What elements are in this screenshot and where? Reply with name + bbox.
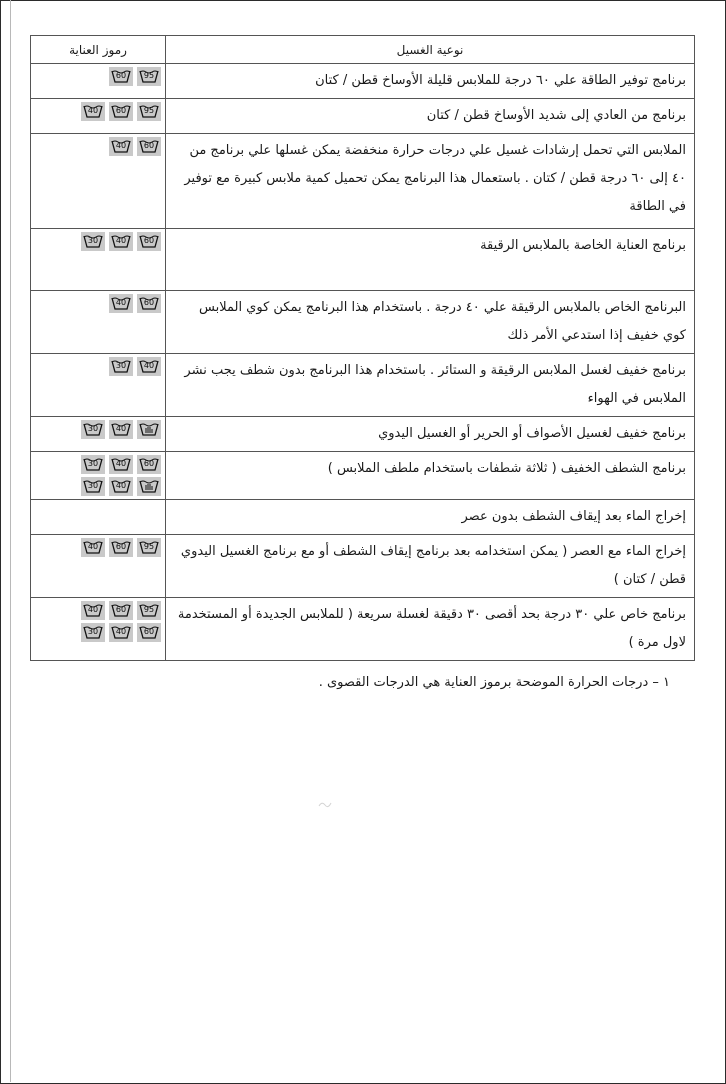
table-row <box>31 500 695 535</box>
wash-temp-95-icon <box>137 102 161 121</box>
wash-temp-30-icon <box>81 623 105 642</box>
care-symbols-cell <box>31 535 166 598</box>
wash-temp-label: 30 <box>87 481 99 490</box>
wash-temp-40-icon <box>109 477 133 496</box>
program-description: برنامج توفير الطاقة علي ٦٠ درجة للملابس قليلة الأوساخ قطن / كتان <box>166 64 695 99</box>
wash-temp-95-icon <box>137 67 161 86</box>
care-symbols-group <box>35 232 161 251</box>
table-row <box>31 229 695 291</box>
wash-temp-label: 95 <box>143 542 155 551</box>
care-symbols-cell <box>31 229 166 291</box>
wash-temp-label: 95 <box>143 605 155 614</box>
program-description: برنامج العناية الخاصة بالملابس الرقيقة <box>166 229 695 291</box>
wash-temp-40-icon <box>81 538 105 557</box>
wash-temp-60-icon <box>137 455 161 474</box>
table-row <box>31 535 695 598</box>
wash-temp-label: 30 <box>87 236 99 245</box>
care-symbols-cell <box>31 452 166 500</box>
wash-temp-40-icon <box>81 601 105 620</box>
care-symbols-group <box>35 294 161 313</box>
wash-temp-60-icon <box>137 232 161 251</box>
wash-temp-label: 40 <box>115 459 127 468</box>
care-symbols-row <box>81 538 161 557</box>
wash-temp-60-icon <box>137 137 161 156</box>
wash-temp-label: 60 <box>143 141 155 150</box>
care-symbols-row <box>81 601 161 620</box>
table-body <box>31 64 695 661</box>
program-description: إخراج الماء بعد إيقاف الشطف بدون عصر <box>166 500 695 535</box>
care-symbols-group <box>35 67 161 86</box>
table-row <box>31 417 695 452</box>
wash-temp-label: 95 <box>143 71 155 80</box>
program-description: برنامج من العادي إلى شديد الأوساخ قطن / كتان <box>166 99 695 134</box>
table-header-row <box>31 36 695 64</box>
wash-temp-label: 40 <box>115 298 127 307</box>
program-description: الملابس التي تحمل إرشادات غسيل علي درجات حرارة منخفضة يمكن غسلها علي برنامج من ٤٠ إلى ٦٠ درجة قطن / كتان . باستعمال هذا البرنامج يمكن تحميل كمية ملابس كبيرة مع توفير في الطاقة <box>166 134 695 229</box>
wash-temp-label: 60 <box>115 542 127 551</box>
wash-temp-label: 60 <box>115 605 127 614</box>
care-symbols-cell <box>31 134 166 229</box>
care-symbols-row <box>109 67 161 86</box>
wash-temp-label: 40 <box>143 361 155 370</box>
wash-temp-label: 30 <box>87 459 99 468</box>
hand-wash-icon <box>137 477 161 496</box>
wash-temp-60-icon <box>109 67 133 86</box>
wash-temp-60-icon <box>109 102 133 121</box>
care-symbols-group <box>35 137 161 156</box>
wash-temp-30-icon <box>81 232 105 251</box>
footnote: ١ – درجات الحرارة الموضحة برموز العناية هي الدرجات القصوى . <box>318 675 670 690</box>
wash-temp-40-icon <box>109 232 133 251</box>
header-washing-type: نوعية الغسيل <box>166 36 695 64</box>
table-row <box>31 99 695 134</box>
wash-temp-label: 60 <box>143 627 155 636</box>
program-description: برنامج الشطف الخفيف ( ثلاثة شطفات باستخدام ملطف الملابس ) <box>166 452 695 500</box>
care-symbols-row <box>81 477 161 496</box>
washing-programs-table <box>30 35 695 661</box>
wash-temp-60-icon <box>109 601 133 620</box>
wash-temp-60-icon <box>137 623 161 642</box>
care-symbols-group <box>35 420 161 439</box>
care-symbols-row <box>81 623 161 642</box>
wash-temp-60-icon <box>109 538 133 557</box>
wash-temp-30-icon <box>109 357 133 376</box>
wash-temp-label: 60 <box>115 71 127 80</box>
care-symbols-cell <box>31 354 166 417</box>
wash-temp-label: 40 <box>115 627 127 636</box>
care-symbols-group <box>35 601 161 642</box>
care-symbols-cell <box>31 417 166 452</box>
care-symbols-cell <box>31 99 166 134</box>
table-row <box>31 354 695 417</box>
care-symbols-cell <box>31 64 166 99</box>
wash-temp-95-icon <box>137 601 161 620</box>
wash-temp-label: 60 <box>115 106 127 115</box>
scan-mark <box>318 800 332 808</box>
program-description: إخراج الماء مع العصر ( يمكن استخدامه بعد برنامج إيقاف الشطف أو مع برنامج الغسيل اليدوي قطن / كتان ) <box>166 535 695 598</box>
care-symbols-row <box>81 455 161 474</box>
wash-temp-30-icon <box>81 455 105 474</box>
care-symbols-group <box>35 357 161 376</box>
care-symbols-row <box>109 357 161 376</box>
wash-temp-40-icon <box>109 294 133 313</box>
care-symbols-group <box>35 538 161 557</box>
care-symbols-group <box>35 455 161 496</box>
wash-temp-label: 30 <box>87 424 99 433</box>
header-care-symbols: رموز العناية <box>31 36 166 64</box>
table-row <box>31 291 695 354</box>
wash-temp-label: 40 <box>115 424 127 433</box>
table-row <box>31 598 695 661</box>
wash-temp-40-icon <box>81 102 105 121</box>
care-symbols-row <box>109 137 161 156</box>
table-row <box>31 452 695 500</box>
care-symbols-cell <box>31 291 166 354</box>
wash-temp-label: 60 <box>143 298 155 307</box>
wash-temp-30-icon <box>81 420 105 439</box>
care-symbols-cell <box>31 598 166 661</box>
program-description: برنامج خفيف لغسل الملابس الرقيقة و الستائر . باستخدام هذا البرنامج بدون شطف يجب نشر الملابس في الهواء <box>166 354 695 417</box>
program-description: برنامج خفيف لغسيل الأصواف أو الحرير أو الغسيل اليدوي <box>166 417 695 452</box>
care-symbols-row <box>109 294 161 313</box>
care-symbols-group <box>35 102 161 121</box>
wash-temp-label: 95 <box>143 106 155 115</box>
hand-wash-icon <box>137 420 161 439</box>
wash-temp-95-icon <box>137 538 161 557</box>
wash-temp-label: 40 <box>87 542 99 551</box>
wash-temp-label: 30 <box>87 627 99 636</box>
program-description: برنامج خاص علي ٣٠ درجة بحد أقصى ٣٠ دقيقة لغسلة سريعة ( للملابس الجديدة أو المستخدمة لاول مرة ) <box>166 598 695 661</box>
wash-temp-label: 40 <box>87 106 99 115</box>
wash-temp-40-icon <box>109 137 133 156</box>
wash-temp-label: 30 <box>115 361 127 370</box>
wash-temp-30-icon <box>81 477 105 496</box>
wash-temp-label: 40 <box>115 481 127 490</box>
wash-temp-40-icon <box>109 420 133 439</box>
program-description: البرنامج الخاص بالملابس الرقيقة علي ٤٠ درجة . باستخدام هذا البرنامج يمكن كوي الملابس كوي خفيف إذا استدعي الأمر ذلك <box>166 291 695 354</box>
wash-temp-label: 60 <box>143 236 155 245</box>
wash-temp-label: 60 <box>143 459 155 468</box>
wash-temp-label: 40 <box>87 605 99 614</box>
wash-temp-label: 40 <box>115 236 127 245</box>
care-symbols-cell <box>31 500 166 535</box>
wash-temp-60-icon <box>137 294 161 313</box>
care-symbols-row <box>81 102 161 121</box>
wash-temp-40-icon <box>137 357 161 376</box>
table-row <box>31 64 695 99</box>
care-symbols-row <box>81 420 161 439</box>
wash-temp-40-icon <box>109 455 133 474</box>
table-row <box>31 134 695 229</box>
wash-temp-label: 40 <box>115 141 127 150</box>
wash-temp-40-icon <box>109 623 133 642</box>
care-symbols-row <box>81 232 161 251</box>
